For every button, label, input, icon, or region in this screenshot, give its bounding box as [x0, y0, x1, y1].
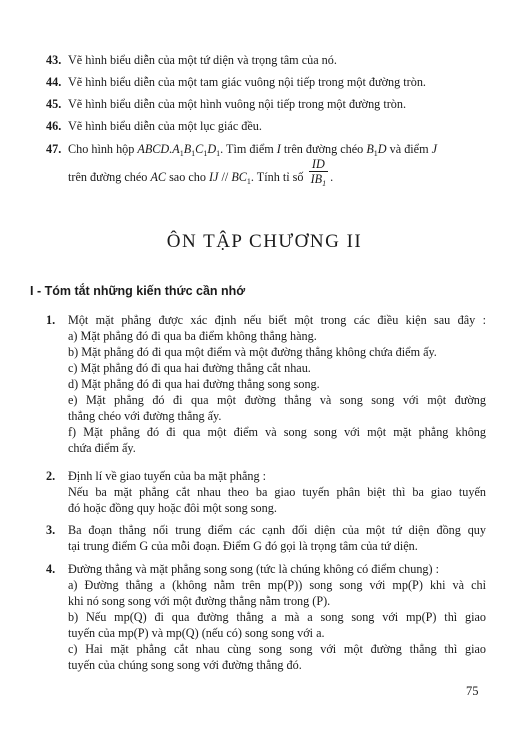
item-line: a) Đường thẳng a (không nằm trên mp(P)) song song với mp(P) khi và chỉ — [68, 578, 486, 592]
item-number: 3. — [46, 523, 56, 537]
chapter-title: ÔN TẬP CHƯƠNG II — [166, 231, 363, 252]
exercise-text: Vẽ hình biểu diễn của một tam giác vuông nội tiếp trong một đường tròn. — [68, 75, 426, 89]
item-line: d) Mặt phẳng đó đi qua hai đường thẳng song song. — [68, 377, 320, 391]
exercise-number: 43. — [46, 53, 62, 67]
exercise-text-line-1: Cho hình hộp $ABCD.A_1B_1C_1D_1$. Tìm điểm I trên đường chéo $B_1D$ và điểm J — [68, 142, 438, 158]
item-line: f) Mặt phẳng đó đi qua một điểm và song song với một mặt phẳng không — [68, 425, 486, 439]
item-number: 2. — [46, 469, 56, 483]
item-line: khi nó song song với một đường thẳng nằm trong (P). — [68, 594, 331, 608]
item-line: Nếu ba mặt phẳng cắt nhau theo ba giao tuyến phân biệt thì ba giao tuyến — [68, 485, 486, 499]
item-line: tại trung điểm G của mỗi đoạn. Điểm G đó gọi là trọng tâm của tứ diện. — [68, 539, 418, 553]
ratio-fraction: $\frac{ID}{IB_1}$ — [310, 156, 327, 188]
item-line: Định lí về giao tuyến của ba mặt phẳng : — [68, 469, 266, 483]
exercise-number: 44. — [46, 75, 62, 89]
item-line: chứa điểm ấy. — [68, 441, 136, 455]
item-line: c) Mặt phẳng đó đi qua hai đường thẳng cắt nhau. — [68, 361, 311, 375]
item-line: Đường thẳng và mặt phẳng song song (tức là chúng không có điểm chung) : — [68, 562, 439, 576]
item-line: thẳng chéo với đường thẳng ấy. — [68, 409, 222, 423]
section-title: I - Tóm tắt những kiến thức cần nhớ — [30, 284, 246, 298]
page-number: 75 — [466, 684, 479, 698]
item-line: Một mặt phẳng được xác định nếu biết một trong các điều kiện sau đây : — [68, 313, 486, 327]
exercise-text: Vẽ hình biểu diễn của một hình vuông nội tiếp trong một đường tròn. — [68, 97, 407, 111]
item-line: c) Hai mặt phẳng cắt nhau cùng song song với một đường thẳng thì giao — [68, 642, 486, 656]
exercise-text: Vẽ hình biểu diễn của một lục giác đều. — [68, 119, 262, 133]
item-line: a) Mặt phẳng đó đi qua ba điểm không thẳng hàng. — [68, 329, 317, 343]
item-line: Ba đoạn thẳng nối trung điểm các cạnh đối diện của một tứ diện đồng quy — [68, 523, 486, 537]
item-number: 1. — [46, 313, 56, 327]
item-number: 4. — [46, 562, 56, 576]
item-line: b) Nếu mp(Q) đi qua đường thẳng a mà a song song với mp(P) thì giao — [68, 610, 486, 624]
exercise-number: 46. — [46, 119, 62, 133]
item-line: b) Mặt phẳng đó đi qua một điểm và một đường thẳng không chứa điểm ấy. — [68, 345, 437, 359]
exercise-text-line-2: trên đường chéo AC sao cho IJ // $BC_1$. Tính tỉ số $\frac{ID}{IB_1}$ . — [68, 156, 334, 188]
item-line: tuyến của chúng song song với đường thẳng đó. — [68, 658, 302, 672]
exercise-number: 45. — [46, 97, 62, 111]
item-line: đó hoặc đồng quy hoặc đôi một song song. — [68, 501, 277, 515]
item-line: tuyến của mp(P) và mp(Q) (nếu có) song song với a. — [68, 626, 325, 640]
exercise-47-line-2 — [46, 156, 486, 193]
exercise-text: Vẽ hình biểu diễn của một tứ diện và trọng tâm của nó. — [68, 53, 337, 67]
exercise-number: 47. — [46, 142, 62, 156]
item-line: e) Mặt phẳng đó đi qua một đường thẳng và song song với một đường — [68, 393, 486, 407]
